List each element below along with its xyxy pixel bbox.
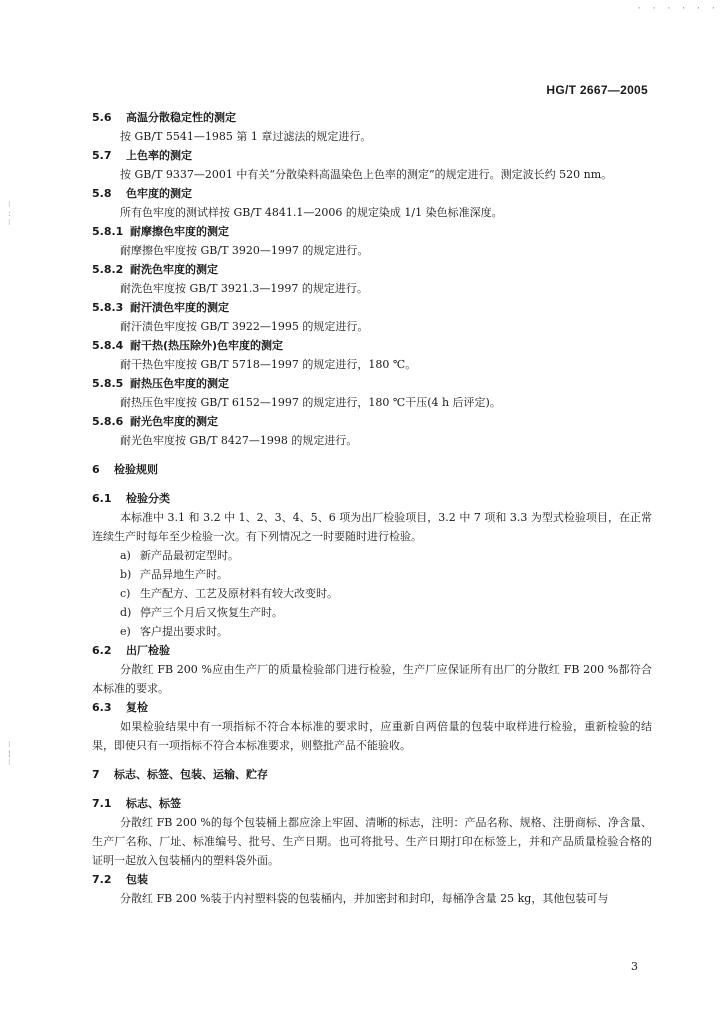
standard-code: HG/T 2667—2005 xyxy=(546,83,648,97)
list-item xyxy=(92,546,652,565)
section-heading xyxy=(92,260,652,279)
section-title: 出厂检验 xyxy=(126,644,170,657)
section-number: 5.8 xyxy=(92,187,112,200)
page-number: 3 xyxy=(631,960,638,973)
section-gap xyxy=(92,755,652,765)
paragraph: 耐干热色牢度按 GB/T 5718—1997 的规定进行，180 ℃。 xyxy=(120,358,417,371)
list-marker: e) xyxy=(120,625,131,638)
section-title: 标志、标签 xyxy=(126,797,181,810)
section-gap xyxy=(92,479,652,489)
binding-mark-top: ⁝ : ⁝ xyxy=(8,200,11,227)
paragraph: 分散红 FB 200 %装于内衬塑料袋的包装桶内，并加密封和封印，每桶净含量 25 kg，其他包装可与 xyxy=(120,892,609,905)
paragraph: 耐光色牢度按 GB/T 8427—1998 的规定进行。 xyxy=(120,434,358,447)
section-heading xyxy=(92,146,652,165)
section-title: 耐洗色牢度的测定 xyxy=(130,263,218,276)
section-title: 上色率的测定 xyxy=(126,149,192,162)
list-item xyxy=(92,622,652,641)
paragraph: 按 GB/T 9337—2001 中有关“分散染料高温染色上色率的测定”的规定进行。测定波长约 520 nm。 xyxy=(120,168,613,181)
list-marker: b) xyxy=(120,568,132,581)
section-title: 耐干热(热压除外)色牢度的测定 xyxy=(130,339,284,352)
section-title: 色牢度的测定 xyxy=(126,187,192,200)
paragraph: 如果检验结果中有一项指标不符合本标准的要求时，应重新自两倍量的包装中取样进行检验，重新检验的结果，即使只有一项指标不符合本标准要求，则整批产品不能验收。 xyxy=(92,720,652,752)
list-text: 新产品最初定型时。 xyxy=(140,549,239,562)
section-heading xyxy=(92,489,652,508)
section-title: 耐光色牢度的测定 xyxy=(130,415,218,428)
document-body xyxy=(92,108,652,908)
section-number: 6.2 xyxy=(92,644,112,657)
section-title: 包装 xyxy=(126,873,148,886)
section-number: 5.8.5 xyxy=(92,377,124,390)
section-title: 高温分散稳定性的测定 xyxy=(126,111,236,124)
section-heading xyxy=(92,298,652,317)
section-number: 5.8.2 xyxy=(92,263,124,276)
section-number: 5.6 xyxy=(92,111,112,124)
paragraph: 按 GB/T 5541—1985 第 1 章过滤法的规定进行。 xyxy=(120,130,372,143)
paragraph: 耐热压色牢度按 GB/T 6152—1997 的规定进行，180 ℃干压(4 h 后评定)。 xyxy=(120,396,501,409)
paragraph: 分散红 FB 200 %的每个包装桶上都应涂上牢固、清晰的标志，注明：产品名称、规格、注册商标、净含量、生产厂名称、厂址、标准编号、批号、生产日期。也可将批号、生产日期打印在标签上，并和产品质量检验合格的证明一起放入包装桶内的塑料袋外面。 xyxy=(92,816,652,867)
section-number: 5.8.1 xyxy=(92,225,124,238)
list-item xyxy=(92,584,652,603)
scan-edge-marks: · · · · · · xyxy=(636,4,718,14)
paragraph: 所有色牢度的测试样按 GB/T 4841.1—2006 的规定染成 1/1 染色标准深度。 xyxy=(120,206,503,219)
paragraph: 耐汗渍色牢度按 GB/T 3922—1995 的规定进行。 xyxy=(120,320,369,333)
list-text: 客户提出要求时。 xyxy=(140,625,228,638)
section-heading xyxy=(92,460,652,479)
binding-mark-bottom: ⁝ ¦ ⁝ xyxy=(8,740,11,767)
section-number: 6 xyxy=(92,463,100,476)
section-title: 耐摩擦色牢度的测定 xyxy=(130,225,229,238)
section-title: 检验规则 xyxy=(114,463,158,476)
list-marker: c) xyxy=(120,587,131,600)
section-number: 7.2 xyxy=(92,873,112,886)
paragraph: 本标准中 3.1 和 3.2 中 1、2、3、4、5、6 项为出厂检验项目，3.2 中 7 项和 3.3 为型式检验项目，在正常连续生产时每年至少检验一次。有下列情况之一时要随时进行检验。 xyxy=(92,511,652,543)
section-number: 6.3 xyxy=(92,701,112,714)
section-number: 7 xyxy=(92,768,100,781)
section-heading xyxy=(92,870,652,889)
list-marker: d) xyxy=(120,606,132,619)
section-title: 复检 xyxy=(126,701,148,714)
section-title: 标志、标签、包装、运输、贮存 xyxy=(114,768,268,781)
section-gap xyxy=(92,450,652,460)
list-text: 停产三个月后又恢复生产时。 xyxy=(140,606,283,619)
section-number: 5.8.3 xyxy=(92,301,124,314)
section-title: 检验分类 xyxy=(126,492,170,505)
list-marker: a) xyxy=(120,549,131,562)
section-heading xyxy=(92,698,652,717)
section-heading xyxy=(92,108,652,127)
list-text: 生产配方、工艺及原材料有较大改变时。 xyxy=(140,587,338,600)
paragraph: 分散红 FB 200 %应由生产厂的质量检验部门进行检验，生产厂应保证所有出厂的分散红 FB 200 %都符合本标准的要求。 xyxy=(92,663,652,695)
section-heading xyxy=(92,765,652,784)
section-number: 5.8.4 xyxy=(92,339,124,352)
section-heading xyxy=(92,641,652,660)
section-heading xyxy=(92,412,652,431)
section-number: 5.8.6 xyxy=(92,415,124,428)
section-gap xyxy=(92,784,652,794)
section-heading xyxy=(92,794,652,813)
section-number: 7.1 xyxy=(92,797,112,810)
list-item xyxy=(92,603,652,622)
section-title: 耐汗渍色牢度的测定 xyxy=(130,301,229,314)
list-text: 产品异地生产时。 xyxy=(140,568,228,581)
section-heading xyxy=(92,184,652,203)
section-number: 6.1 xyxy=(92,492,112,505)
section-title: 耐热压色牢度的测定 xyxy=(130,377,229,390)
section-heading xyxy=(92,336,652,355)
section-number: 5.7 xyxy=(92,149,112,162)
section-heading xyxy=(92,222,652,241)
list-item xyxy=(92,565,652,584)
paragraph: 耐洗色牢度按 GB/T 3921.3—1997 的规定进行。 xyxy=(120,282,368,295)
paragraph: 耐摩擦色牢度按 GB/T 3920—1997 的规定进行。 xyxy=(120,244,369,257)
section-heading xyxy=(92,374,652,393)
